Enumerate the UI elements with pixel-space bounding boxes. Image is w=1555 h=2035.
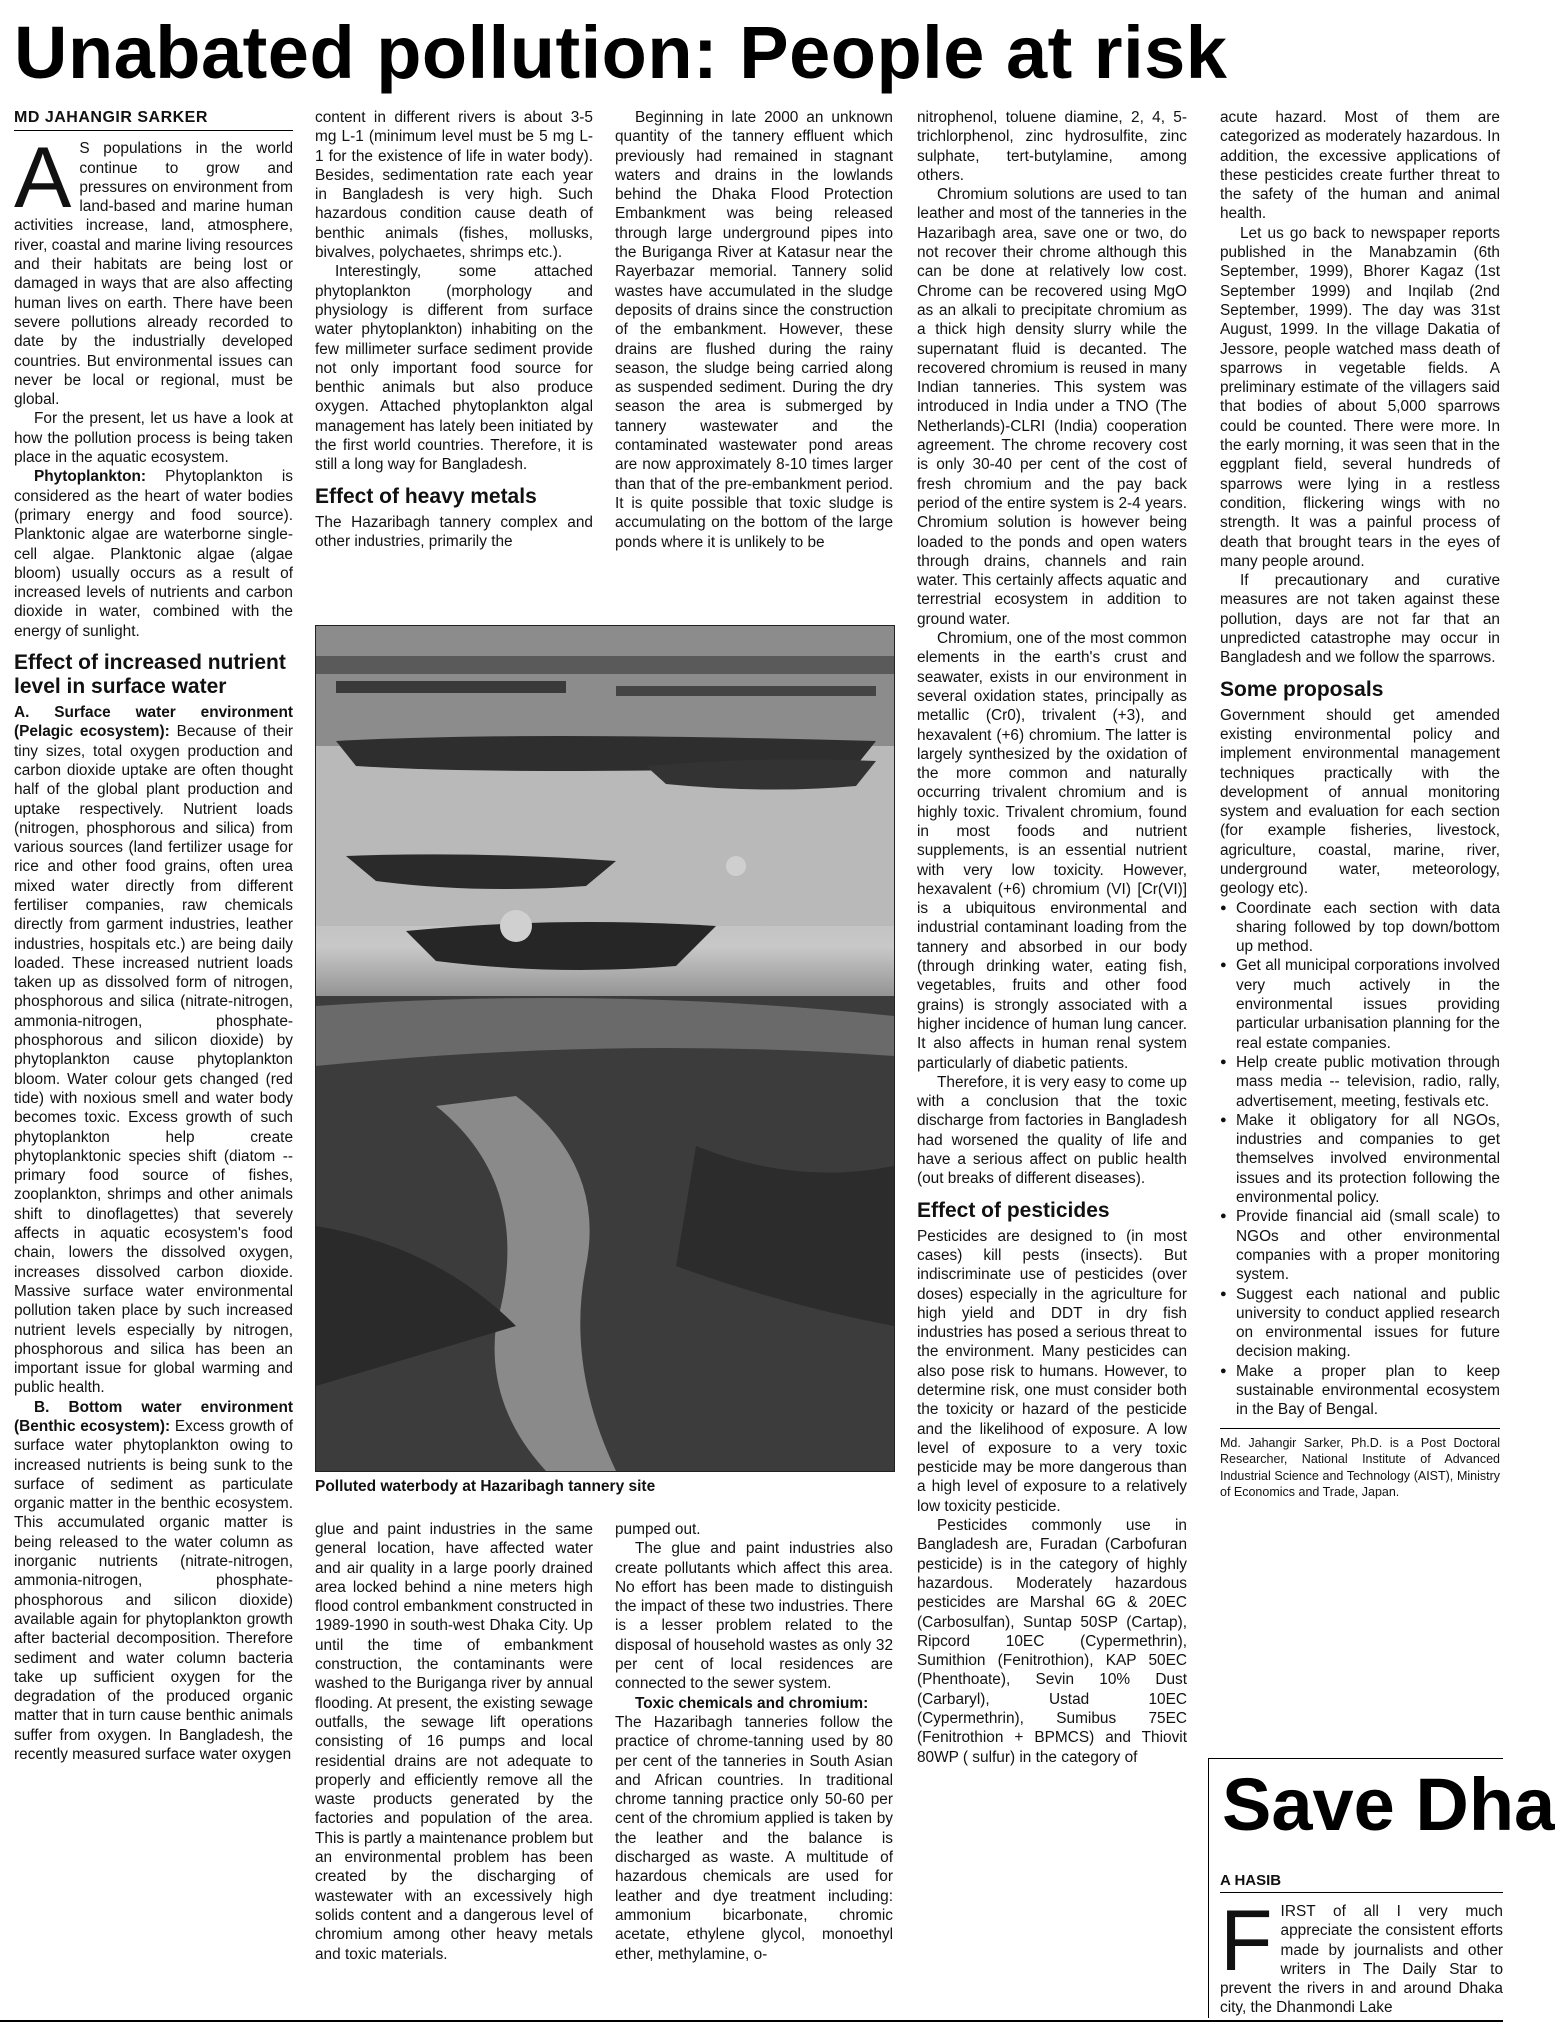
subheading: Effect of increased nutrient level in surface water: [14, 651, 286, 699]
paragraph: Interestingly, some attached phytoplankton (morphology and physiology is different from surface water phytoplankton) inhabiting on the few millimeter surface sediment provide not only important food source for benthic animals but also produce oxygen. Attached phytoplankton algal management has lately been initiated by the first world countries. Therefore, it is still a long way for Bangladesh.: [315, 263, 593, 474]
paragraph: [615, 1694, 893, 1713]
intro-paragraph: A S populations in the world continue to grow and pressures on environment from land-based and marine human activities increase, land, atmosphere, river, coastal and marine living resources and their habitats are being lost or damaged in ways that are also affecting human lives on earth. There have been severe pollutions already recorded to date by the industrially developed countries. But environmental issues can never be local or regional, must be global.: [14, 130, 293, 409]
paragraph: B. Bottom water environment (Benthic ecosystem): Excess growth of surface water phytoplankton owing to increased nutrients is being sunk to the surface of sediment as particulate organic matter in the benthic ecosystem. This accumulated organic matter is being released to the water column as inorganic nutrients (nitrate-nitrogen, ammonia-nitrogen, phosphate-phosphorous and silicon dioxide) available again for phytoplankton growth after bacterial decomposition. Therefore sediment and water column bacteria take up sufficient oxygen for the degradation of the produced organic matter that in turn cause benthic animals suffer from oxygen. In Bangladesh, the recently measured surface water oxygen: [14, 1398, 293, 1764]
subheading: Effect of pesticides: [917, 1198, 1110, 1222]
paragraph: The Hazaribagh tannery complex and other industries, primarily the: [315, 513, 593, 550]
paragraph: Pesticides commonly use in Bangladesh are, Furadan (Carbofuran pesticide) is in the category of highly hazardous. Moderately hazardous pesticides are Marshal 6G & 20EC (Carbosulfan), Suntap 50SP (Cartap), Ripcord 10EC (Cypermethrin), Sumithion (Fenitrothion), KAP 50EC (Phenthoate), Sevin 10% Dust (Carbaryl), Ustad 10EC (Cypermethrin), Sumibus 75EC (Fenitrothion + BPMCS) and Thiovit 80WP ( sulfur) in the category of: [917, 1517, 1187, 1766]
list-item: ● Suggest each national and public university to conduct applied research on environmental issues for future decision making.: [1220, 1285, 1500, 1362]
subheading: Some proposals: [1220, 677, 1384, 701]
second-article-byline: A HASIB: [1220, 1872, 1503, 1893]
list-item: ● Make a proper plan to keep sustainable environmental ecosystem in the Bay of Bengal.: [1220, 1362, 1500, 1420]
column-2-continued: [315, 1520, 593, 1964]
paragraph: Chromium solutions are used to tan leather and most of the tanneries in the Hazaribagh area, save one or two, do not recover their chrome although this can be done at relatively low cost. Chrome can be recovered using MgO as an alkali to precipitate chromium as a thick high density slurry while the supernatant fluid is decanted. The recovered chromium is reused in many Indian tanneries. This system was introduced in India under a TNO (The Netherlands)-CLRI (India) cooperation agreement. The chrome recovery cost is only 30-40 per cent of the cost of fresh chromium and the pay back period of the entire system is 2-4 years. Chromium solution is however being loaded to the ponds and open waters through drains, channels and rain water. This certainly affects aquatic and terrestrial ecosystem in addition to ground water.: [917, 186, 1187, 628]
column-2: [315, 108, 593, 551]
column-5: [1220, 108, 1500, 1501]
paragraph: glue and paint industries in the same general location, have affected water and air quality in a large poorly drained area locked behind a nine meters high flood control embankment constructed in 1989-1990 in south-west Dhaka City. Up until the time of embankment construction, the contaminants were washed to the Buriganga river by annual flooding. At present, the existing sewage outfalls, the sewage lift operations consisting of 16 pumps and local residential drains are not adequate to properly and efficiently remove all the waste products generated by the factories and population of the area. This is partly a maintenance problem but an environmental problem has been created by the discharging of wastewater with an excessively high solids content and a dangerous level of chromium among other heavy metals and toxic materials.: [315, 1521, 593, 1963]
list-item: ● Get all municipal corporations involved very much actively in the environmental issues providing particular urbanisation planning for the real estate companies.: [1220, 956, 1500, 1052]
paragraph: Chromium, one of the most common elements in the earth's crust and seawater, exists in our environment in several oxidation states, principally as metallic (Cr0), trivalent (+3), and hexavalent (+6) chromium. The latter is largely synthesized by the oxidation of the more common and naturally occurring trivalent chromium and is highly toxic. Trivalent chromium, found in most foods and nutrient supplements, is an essential nutrient with very low toxicity. However, hexavalent (+6) chromium (VI) [Cr(VI)] is a ubiquitous environmental and industrial contaminant loading from the tannery and absorbed in our body (through drinking water, eating fish, vegetables, fruits and other food grains) is strongly associated with a higher incidence of human lung cancer. It also affects in human renal system particularly of diabetic patients.: [917, 630, 1187, 1072]
paragraph: Pesticides are designed to (in most cases) kill pests (insects). But indiscriminate use of pesticides (over doses) especially in the agriculture for high yield and DDT in dry fish industries has posed a serious threat to the environment. Many pesticides can also pose risk to humans. However, to determine risk, one must consider both the toxicity or hazard of the pesticide and the likelihood of exposure. A low level of exposure to a very toxic pesticide may be more dangerous than a high level of exposure to a relatively low toxicity pesticide.: [917, 1227, 1187, 1515]
divider: [1208, 1758, 1503, 1759]
drop-cap: A: [14, 130, 72, 227]
paragraph: A. Surface water environment (Pelagic ecosystem): Because of their tiny sizes, total oxygen production and carbon dioxide uptake are often thought half of the global plant production and uptake respectively. Nutrient loads (nitrogen, phosphorous and silica) from various sources (land fertilizer usage for rice and other food grains, often urea mixed water directly from different fertiliser companies, raw chemicals directly from garment industries, leather industries, hospitals etc.) are being daily loaded. These increased nutrient loads taken up as dissolved form of nitrogen, phosphorous and silica (nitrate-nitrogen, ammonia-nitrogen, phosphate-phosphorous and silicon dioxide) by phytoplankton cause phytoplankton bloom. Water colour gets changed (red tide) with noxious smell and water body becomes toxic. Excess growth of such phytoplankton help create phytoplanktonic species shift (diatom -- primary food source of fishes, zooplankton, shrimps and other animals shift to dinoflagettes) that severely affects in aquatic ecosystem's food chain, lowers the dissolved oxygen, increases dissolved carbon dioxide. Massive surface water environmental pollution taken place by such increased nutrient levels especially by nitrogen, phosphorous and silica has been an important issue for global warming and public health.: [14, 704, 293, 1397]
paragraph: If precautionary and curative measures are not taken against these pollution, days are not far that an unpredicted catastrophe may occur in Bangladesh and we follow the sparrows.: [1220, 572, 1500, 667]
article-headline: Unabated pollution: People at risk: [14, 11, 1228, 94]
photo-caption: Polluted waterbody at Hazaribagh tannery site: [315, 1478, 656, 1495]
paragraph: Therefore, it is very easy to come up with a conclusion that the toxic discharge from factories in Bangladesh had worsened the quality of life and have a serious affect on public health (out breaks of different diseases).: [917, 1073, 1187, 1188]
paragraph: acute hazard. Most of them are categorized as moderately hazardous. In addition, the excessive applications of these pesticides create further threat to the safety of the human and animal health.: [1220, 109, 1500, 223]
photo-polluted-waterbody: [315, 625, 895, 1472]
column-3-continued: [615, 1520, 893, 1964]
column-1: [14, 108, 293, 1764]
byline: MD JAHANGIR SARKER: [14, 108, 293, 131]
inline-subheading: Toxic chemicals and chromium:: [635, 1694, 869, 1712]
list-item: ● Provide financial aid (small scale) to NGOs and other environmental companies with a proper monitoring system.: [1220, 1207, 1500, 1284]
subheading: Effect of heavy metals: [315, 484, 537, 508]
proposals-list: [1220, 899, 1500, 1420]
paragraph: Let us go back to newspaper reports published in the Manabzamin (6th September, 1999), Bhorer Kagaz (1st September 1999) and Inqilab (2nd September, 1999). The day was 31st August, 1999. In the village Dakatia of Jessore, people watched mass death of sparrows in vegetable fields. A preliminary estimate of the villagers said that bodies of about 5,000 sparrows could be counted. There were more. In the early morning, it was seen that in the eggplant field, several hundreds of sparrows were lying in a restless condition, flickering wings with no strength. It was a painful process of death that brought tears in the eyes of many people around.: [1220, 224, 1500, 570]
paragraph: Government should get amended existing environmental policy and implement environmental management techniques practically with the development of annual monitoring system and evaluation for each section (for example fisheries, livestock, agriculture, coastal, marine, river, underground water, meteorology, geology etc).: [1220, 706, 1500, 898]
divider: [1208, 1758, 1209, 2018]
drop-cap: F: [1220, 1893, 1273, 1989]
paragraph: The glue and paint industries also create pollutants which affect this area. No effort has been made to distinguish the impact of these two industries. There is a lesser problem related to the disposal of household wastes as only 32 per cent of local residences are connected to the sewer system.: [615, 1540, 893, 1693]
paragraph: Phytoplankton: Phytoplankton is considered as the heart of water bodies (primary energy and food source). Planktonic algae are waterborne single-cell algae. Planktonic algae (algae bloom) usually occurs as a result of increased levels of nutrients and carbon dioxide in water, combined with the energy of sunlight.: [14, 468, 293, 640]
paragraph: content in different rivers is about 3-5 mg L-1 (minimum level must be 5 mg L-1 for the existence of life in water body). Besides, sedimentation rate each year in Bangladesh is very high. Such hazardous condition cause death of benthic animals (fishes, mollusks, bivalves, polychaetes, shrimps etc.).: [315, 109, 593, 262]
paragraph: pumped out.: [615, 1521, 701, 1538]
paragraph: Beginning in late 2000 an unknown quantity of the tannery effluent which previously had remained in stagnant waters and drains in the lowlands behind the Dhaka Flood Protection Embankment was being released through large underground pipes into the Buriganga River at Katasur near the Rayerbazar memorial. Tannery solid wastes have accumulated in the sludge deposits of drains since the construction of the embankment. However, these drains are flushed during the rainy season, the sludge being carried along as suspended sediment. During the dry season the area is submerged by tannery wastewater and the contaminated wastewater pond areas are now approximately 8-10 times larger than that of the pre-embankment period. It is quite possible that toxic sludge is accumulating on the bottom of the large ponds where it is unlikely to be: [615, 109, 893, 551]
photo-illustration: [316, 626, 894, 1471]
page-bottom-rule: [0, 2020, 1503, 2022]
paragraph: nitrophenol, toluene diamine, 2, 4, 5-trichlorphenol, zinc hydrosulfite, zinc sulphate, tert-butylamine, among others.: [917, 109, 1187, 184]
paragraph: For the present, let us have a look at how the pollution process is being taken place in the aquatic ecosystem.: [14, 410, 293, 467]
author-bio: Md. Jahangir Sarker, Ph.D. is a Post Doctoral Researcher, National Institute of Advanced Industrial Science and Technology (AIST), Ministry of Economics and Trade, Japan.: [1220, 1428, 1500, 1501]
column-4: [917, 108, 1187, 1767]
second-article-headline: Save Dha: [1222, 1763, 1555, 1846]
list-item: ● Make it obligatory for all NGOs, industries and companies to get themselves involved environmental issues and its protection following the environmental policy.: [1220, 1111, 1500, 1207]
second-article-body: FIRST of all I very much appreciate the consistent efforts made by journalists and other writers in The Daily Star to prevent the rivers in and around Dhaka city, the Dhanmondi Lake: [1220, 1893, 1503, 2017]
column-3: [615, 108, 893, 552]
list-item: ● Help create public motivation through mass media -- television, radio, rally, advertisement, meeting, festivals etc.: [1220, 1053, 1500, 1111]
paragraph: The Hazaribagh tanneries follow the practice of chrome-tanning used by 80 per cent of the tanneries in South Asian and African countries. In traditional chrome tanning practice only 50-60 per cent of the chromium applied is taken by the leather and the balance is discharged as waste. A multitude of hazardous chemicals are used for leather and dye treatment including: ammonium bicarbonate, chromic acetate, ethylene glycol, monoethyl ether, methylamine, o-: [615, 1713, 893, 1963]
list-item: ● Coordinate each section with data sharing followed by top down/bottom up method.: [1220, 899, 1500, 957]
